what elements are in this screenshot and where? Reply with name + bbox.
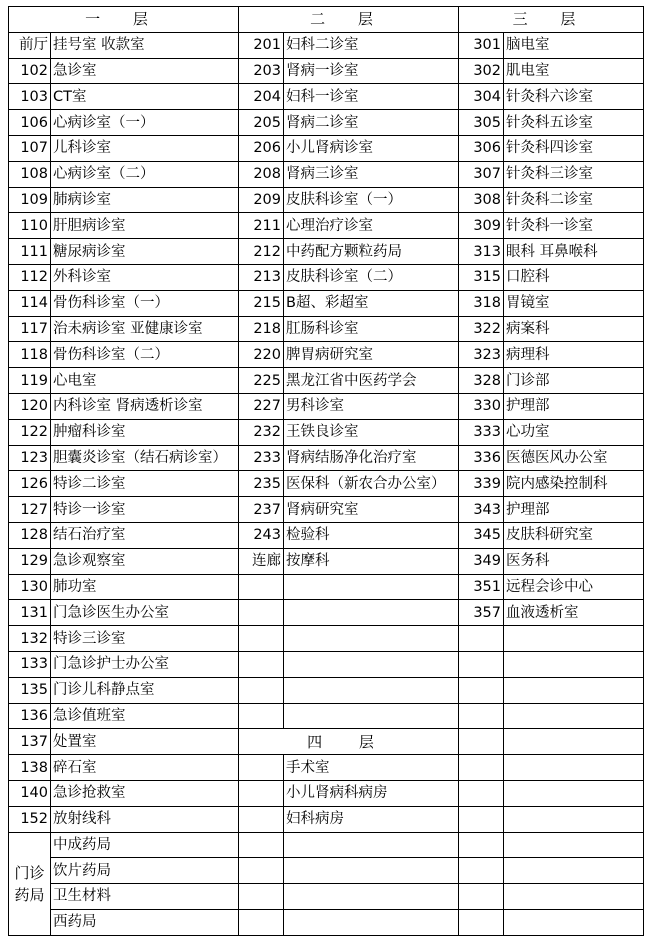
room-name-floor1: 卫生材料 [51,884,239,910]
header-row [9,7,644,33]
room-name-floor2: 妇科一诊室 [284,84,459,110]
room-number-floor3: 318 [459,290,504,316]
room-number-floor1: 111 [9,239,51,265]
room-name-floor3: 病理科 [504,342,644,368]
room-name-floor2: 小儿肾病诊室 [284,135,459,161]
room-name-floor2 [284,703,459,729]
room-name-floor2: 肾病研究室 [284,497,459,523]
table-row [9,187,644,213]
room-number-floor3: 336 [459,445,504,471]
floor4-header: 四 层 [239,729,459,755]
room-number-floor3 [459,806,504,832]
room-name-floor3: 医务科 [504,548,644,574]
room-name-floor3: 护理部 [504,497,644,523]
table-row [9,780,644,806]
room-name-floor1: 结石治疗室 [51,522,239,548]
room-number-floor1: 114 [9,290,51,316]
room-name-floor3 [504,755,644,781]
table-row [9,342,644,368]
room-number-floor2 [239,626,284,652]
room-name-floor3 [504,909,644,935]
room-number-floor1: 129 [9,548,51,574]
room-number-floor1: 109 [9,187,51,213]
room-name-floor2: 肾病结肠净化治疗室 [284,445,459,471]
room-number-floor3: 308 [459,187,504,213]
room-number-floor3: 305 [459,110,504,136]
room-name-floor3: 针灸科五诊室 [504,110,644,136]
table-row [9,703,644,729]
room-name-floor3: 针灸科一诊室 [504,213,644,239]
room-number-floor1: 117 [9,316,51,342]
room-name-floor1: 门诊儿科静点室 [51,677,239,703]
room-name-floor1: 糖尿病诊室 [51,239,239,265]
room-number-floor2 [239,858,284,884]
room-name-floor2: 肾病二诊室 [284,110,459,136]
room-name-floor1: 外科诊室 [51,264,239,290]
room-number-floor1: 107 [9,135,51,161]
room-name-floor3: 门诊部 [504,368,644,394]
room-name-floor3: 肌电室 [504,58,644,84]
table-row [9,651,644,677]
room-name-floor1: 内科诊室 肾病透析诊室 [51,393,239,419]
room-number-floor2 [239,780,284,806]
room-name-floor2: 心理治疗诊室 [284,213,459,239]
room-number-floor1: 126 [9,471,51,497]
table-row [9,161,644,187]
directory-body [9,7,644,936]
room-name-floor3 [504,858,644,884]
room-number-floor1: 120 [9,393,51,419]
room-number-floor2 [239,574,284,600]
room-number-floor2: 203 [239,58,284,84]
room-number-floor2: 227 [239,393,284,419]
room-number-floor2 [239,806,284,832]
room-name-floor2 [284,858,459,884]
room-number-floor2 [239,677,284,703]
room-number-floor1: 102 [9,58,51,84]
room-number-floor3 [459,884,504,910]
room-name-floor1: 西药局 [51,909,239,935]
table-row [9,729,644,755]
room-number-floor1: 140 [9,780,51,806]
room-number-floor2 [239,600,284,626]
room-name-floor1: 饮片药局 [51,858,239,884]
room-number-floor3 [459,858,504,884]
table-row [9,445,644,471]
room-number-floor3: 309 [459,213,504,239]
table-row [9,419,644,445]
room-number-floor3 [459,832,504,858]
room-name-floor3 [504,780,644,806]
room-number-floor3 [459,755,504,781]
table-row [9,368,644,394]
table-row [9,858,644,884]
room-number-floor2: 225 [239,368,284,394]
table-row [9,135,644,161]
table-row [9,909,644,935]
room-number-floor2: 213 [239,264,284,290]
room-name-floor1: 急诊抢救室 [51,780,239,806]
room-name-floor3 [504,651,644,677]
table-row [9,110,644,136]
room-name-floor3: 口腔科 [504,264,644,290]
table-row [9,264,644,290]
room-number-floor1: 152 [9,806,51,832]
room-name-floor3: 护理部 [504,393,644,419]
room-number-floor2 [239,832,284,858]
room-name-floor2: 肛肠科诊室 [284,316,459,342]
room-name-floor2: 按摩科 [284,548,459,574]
room-number-floor1: 112 [9,264,51,290]
room-number-floor3: 333 [459,419,504,445]
room-name-floor1: 碎石室 [51,755,239,781]
room-number-floor1: 132 [9,626,51,652]
room-number-floor3: 351 [459,574,504,600]
room-name-floor2: B超、彩超室 [284,290,459,316]
table-row [9,548,644,574]
table-row [9,84,644,110]
room-number-floor2 [239,703,284,729]
table-row [9,522,644,548]
room-name-floor2: 男科诊室 [284,393,459,419]
room-number-floor1: 119 [9,368,51,394]
floor2-header: 二 层 [239,7,459,33]
room-name-floor3 [504,729,644,755]
room-name-floor3: 院内感染控制科 [504,471,644,497]
room-number-floor1: 118 [9,342,51,368]
room-name-floor3 [504,806,644,832]
room-number-floor3: 304 [459,84,504,110]
room-number-floor2: 220 [239,342,284,368]
room-name-floor1: 心电室 [51,368,239,394]
room-name-floor1: 中成药局 [51,832,239,858]
room-name-floor3: 血液透析室 [504,600,644,626]
room-number-floor2 [239,651,284,677]
room-name-floor3 [504,832,644,858]
room-name-floor2 [284,677,459,703]
room-name-floor1: 胆囊炎诊室（结石病诊室） [51,445,239,471]
room-name-floor1: 处置室 [51,729,239,755]
room-name-floor3: 心功室 [504,419,644,445]
room-number-floor3: 330 [459,393,504,419]
room-name-floor1: 心病诊室（一） [51,110,239,136]
pharmacy-label-line1: 门诊 [14,863,45,882]
room-number-floor3: 339 [459,471,504,497]
table-row [9,755,644,781]
room-name-floor1: 急诊室 [51,58,239,84]
room-name-floor3 [504,884,644,910]
room-name-floor3: 针灸科四诊室 [504,135,644,161]
table-row [9,393,644,419]
room-number-floor1: 136 [9,703,51,729]
room-number-floor3: 328 [459,368,504,394]
table-row [9,806,644,832]
room-number-floor2: 218 [239,316,284,342]
table-row [9,213,644,239]
room-name-floor1: 门急诊护士办公室 [51,651,239,677]
room-name-floor3: 针灸科二诊室 [504,187,644,213]
room-number-floor2: 235 [239,471,284,497]
room-number-floor1: 137 [9,729,51,755]
room-name-floor1: 挂号室 收款室 [51,32,239,58]
room-name-floor1: 特诊一诊室 [51,497,239,523]
room-name-floor3: 针灸科六诊室 [504,84,644,110]
room-number-floor3 [459,626,504,652]
room-name-floor1: 骨伤科诊室（一） [51,290,239,316]
room-name-floor2: 肾病三诊室 [284,161,459,187]
room-number-floor1: 前厅 [9,32,51,58]
table-row [9,832,644,858]
room-number-floor2 [239,909,284,935]
room-number-floor1: 131 [9,600,51,626]
room-number-floor3: 349 [459,548,504,574]
room-name-floor1: 特诊三诊室 [51,626,239,652]
room-name-floor1: 急诊值班室 [51,703,239,729]
room-name-floor2 [284,600,459,626]
room-name-floor1: 肝胆病诊室 [51,213,239,239]
room-name-floor3: 胃镜室 [504,290,644,316]
room-name-floor2 [284,909,459,935]
room-number-floor2: 243 [239,522,284,548]
room-number-floor2: 211 [239,213,284,239]
room-number-floor2 [239,755,284,781]
room-number-floor1: 127 [9,497,51,523]
table-row [9,600,644,626]
room-number-floor3 [459,677,504,703]
room-number-floor3: 322 [459,316,504,342]
room-number-floor3: 323 [459,342,504,368]
room-name-floor3: 针灸科三诊室 [504,161,644,187]
room-name-floor2: 手术室 [284,755,459,781]
room-number-floor3: 315 [459,264,504,290]
floor1-header: 一 层 [9,7,239,33]
room-number-floor3 [459,703,504,729]
table-row [9,471,644,497]
room-number-floor1: 106 [9,110,51,136]
room-number-floor1: 128 [9,522,51,548]
room-name-floor2 [284,832,459,858]
room-number-floor3 [459,651,504,677]
room-name-floor1: 肺病诊室 [51,187,239,213]
table-row [9,316,644,342]
room-number-floor1: 110 [9,213,51,239]
room-name-floor2: 王铁良诊室 [284,419,459,445]
room-name-floor1: 儿科诊室 [51,135,239,161]
room-name-floor3: 皮肤科研究室 [504,522,644,548]
room-name-floor1: 治未病诊室 亚健康诊室 [51,316,239,342]
room-name-floor3: 病案科 [504,316,644,342]
floor-directory-table [8,6,644,936]
pharmacy-label-line2: 药局 [14,885,45,904]
room-number-floor3: 307 [459,161,504,187]
room-name-floor2: 检验科 [284,522,459,548]
room-name-floor1: 心病诊室（二） [51,161,239,187]
room-name-floor1: 特诊二诊室 [51,471,239,497]
room-name-floor2 [284,574,459,600]
table-row [9,58,644,84]
room-name-floor1: CT室 [51,84,239,110]
room-number-floor3 [459,909,504,935]
room-name-floor3: 远程会诊中心 [504,574,644,600]
table-row [9,32,644,58]
room-number-floor2: 208 [239,161,284,187]
room-number-floor1: 135 [9,677,51,703]
room-name-floor3 [504,626,644,652]
room-name-floor2: 医保科（新农合办公室） [284,471,459,497]
room-number-floor3: 343 [459,497,504,523]
room-number-floor3: 313 [459,239,504,265]
room-name-floor3: 眼科 耳鼻喉科 [504,239,644,265]
room-number-floor1: 123 [9,445,51,471]
table-row [9,884,644,910]
room-number-floor3 [459,729,504,755]
room-name-floor1: 门急诊医生办公室 [51,600,239,626]
room-number-floor2 [239,884,284,910]
room-name-floor2 [284,626,459,652]
room-name-floor3: 脑电室 [504,32,644,58]
room-number-floor2: 232 [239,419,284,445]
room-number-floor2: 215 [239,290,284,316]
room-number-floor1: 108 [9,161,51,187]
table-row [9,497,644,523]
room-number-floor2: 205 [239,110,284,136]
room-number-floor1: 133 [9,651,51,677]
room-name-floor2: 妇科病房 [284,806,459,832]
room-name-floor2 [284,884,459,910]
room-name-floor1: 骨伤科诊室（二） [51,342,239,368]
room-name-floor1: 肿瘤科诊室 [51,419,239,445]
table-row [9,239,644,265]
room-name-floor1: 肺功室 [51,574,239,600]
room-name-floor2: 妇科二诊室 [284,32,459,58]
table-row [9,626,644,652]
table-row [9,574,644,600]
room-number-floor2: 连廊 [239,548,284,574]
room-number-floor2: 209 [239,187,284,213]
room-number-floor2: 204 [239,84,284,110]
room-number-floor3: 306 [459,135,504,161]
room-number-floor3: 357 [459,600,504,626]
room-number-floor3: 302 [459,58,504,84]
room-name-floor2: 肾病一诊室 [284,58,459,84]
room-name-floor2: 皮肤科诊室（一） [284,187,459,213]
room-name-floor2: 皮肤科诊室（二） [284,264,459,290]
room-name-floor3 [504,703,644,729]
room-number-floor1: 130 [9,574,51,600]
table-row [9,290,644,316]
room-name-floor2: 黑龙江省中医药学会 [284,368,459,394]
table-row [9,677,644,703]
room-number-floor3: 301 [459,32,504,58]
room-number-floor1: 138 [9,755,51,781]
room-name-floor1: 放射线科 [51,806,239,832]
room-name-floor2: 中药配方颗粒药局 [284,239,459,265]
room-number-floor2: 206 [239,135,284,161]
room-number-floor2: 237 [239,497,284,523]
room-name-floor3 [504,677,644,703]
room-number-floor1: 103 [9,84,51,110]
floor3-header: 三 层 [459,7,644,33]
room-name-floor2: 脾胃病研究室 [284,342,459,368]
pharmacy-group-label [9,832,51,935]
room-number-floor2: 212 [239,239,284,265]
room-name-floor2 [284,651,459,677]
room-name-floor2: 小儿肾病科病房 [284,780,459,806]
room-name-floor1: 急诊观察室 [51,548,239,574]
room-number-floor3: 345 [459,522,504,548]
room-number-floor3 [459,780,504,806]
room-name-floor3: 医德医风办公室 [504,445,644,471]
room-number-floor2: 233 [239,445,284,471]
room-number-floor2: 201 [239,32,284,58]
room-number-floor1: 122 [9,419,51,445]
